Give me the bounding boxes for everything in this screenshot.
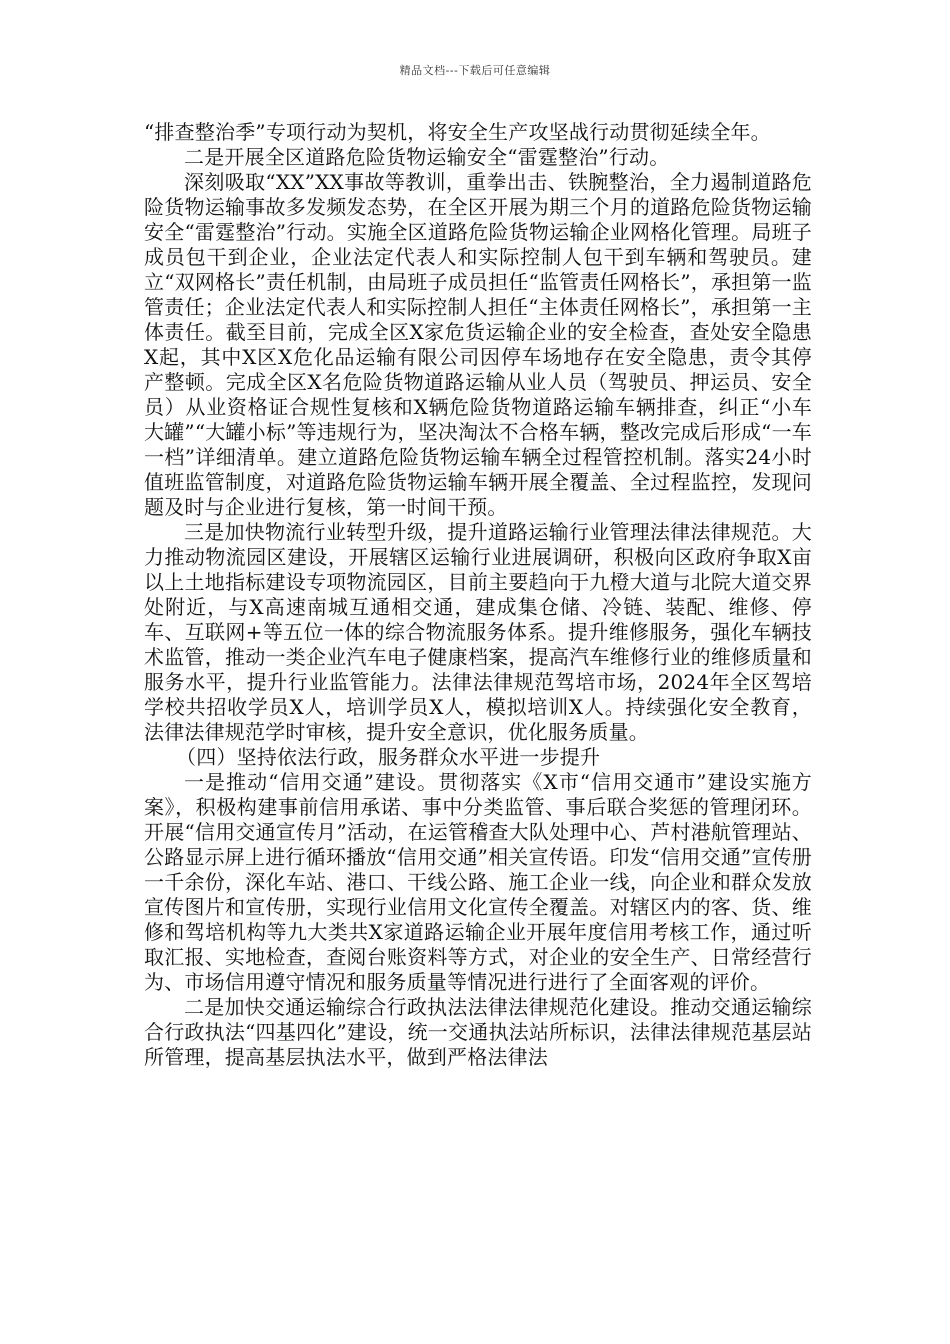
page-header: 精品文档---下载后可任意编辑 <box>399 64 551 77</box>
paragraph-law-enforcement: 二是加快交通运输综合行政执法法律法律规范化建设。推动交通运输综合行政执法“四基四化”建设，统一交通执法站所标识，法律法律规范基层站所管理，提高基层执法水平，做到严格法律法 <box>144 995 812 1069</box>
section-heading: （四）坚持依法行政，服务群众水平进一步提升 <box>176 745 601 769</box>
paragraph-continuation: “排查整治季”专项行动为契机，将安全生产攻坚战行动贯彻延续全年。 <box>144 120 771 144</box>
paragraph-credit-transport: 一是推动“信用交通”建设。贯彻落实《X市“信用交通市”建设实施方案》，积极构建事前信用承诺、事中分类监管、事后联合奖惩的管理闭环。开展“信用交通宣传月”活动，在运管稽查大队处理中心、芦村港航管理站、公路显示屏上进行循环播放“信用交通”相关宣传语。印发“信用交通”宣传册一千余份，深化车站、港口、干线公路、施工企业一线，向企业和群众发放宣传图片和宣传册，实现行业信用文化宣传全覆盖。对辖区内的客、货、维修和驾培机构等九大类共X家道路运输企业开展年度信用考核工作，通过听取汇报、实地检查，查阅台账资料等方式，对企业的安全生产、日常经营行为、市场信用遵守情况和服务质量等情况进行进行了全面客观的评价。 <box>144 770 812 994</box>
paragraph-item-two-heading: 二是开展全区道路危险货物运输安全“雷霆整治”行动。 <box>184 145 670 169</box>
document-body <box>144 120 812 1070</box>
paragraph-hazardous-goods: 深刻吸取“XX”XX事故等教训，重拳出击、铁腕整治，全力遏制道路危险货物运输事故多发频发态势，在全区开展为期三个月的道路危险货物运输安全“雷霆整治”行动。实施全区道路危险货物运输企业网格化管理。局班子成员包干到企业，企业法定代表人和实际控制人包干到车辆和驾驶员。建立“双网格长”责任机制，由局班子成员担任“监管责任网格长”，承担第一监管责任；企业法定代表人和实际控制人担任“主体责任网格长”，承担第一主体责任。截至目前，完成全区X家危货运输企业的安全检查，查处安全隐患X起，其中X区X危化品运输有限公司因停车场地存在安全隐患，责令其停产整顿。完成全区X名危险货物道路运输从业人员（驾驶员、押运员、安全员）从业资格证合规性复核和X辆危险货物道路运输车辆排查，纠正“小车大罐”“大罐小标”等违规行为，坚决淘汰不合格车辆，整改完成后形成“一车一档”详细清单。建立道路危险货物运输车辆全过程管控机制。落实24小时值班监管制度，对道路危险货物运输车辆开展全覆盖、全过程监控，发现问题及时与企业进行复核，第一时间干预。 <box>144 170 812 519</box>
paragraph-logistics-upgrade: 三是加快物流行业转型升级，提升道路运输行业管理法律法律规范。大力推动物流园区建设，开展辖区运输行业进展调研，积极向区政府争取X亩以上土地指标建设专项物流园区，目前主要趋向于九橙大道与北院大道交界处附近，与X高速南城互通相交通，建成集仓储、冷链、装配、维修、停车、互联网+等五位一体的综合物流服务体系。提升维修服务，强化车辆技术监管，推动一类企业汽车电子健康档案，提高汽车维修行业的维修质量和服务水平，提升行业监管能力。法律法律规范驾培市场，2024年全区驾培学校共招收学员X人，培训学员X人，模拟培训X人。持续强化安全教育，法律法律规范学时审核，提升安全意识，优化服务质量。 <box>144 520 812 744</box>
